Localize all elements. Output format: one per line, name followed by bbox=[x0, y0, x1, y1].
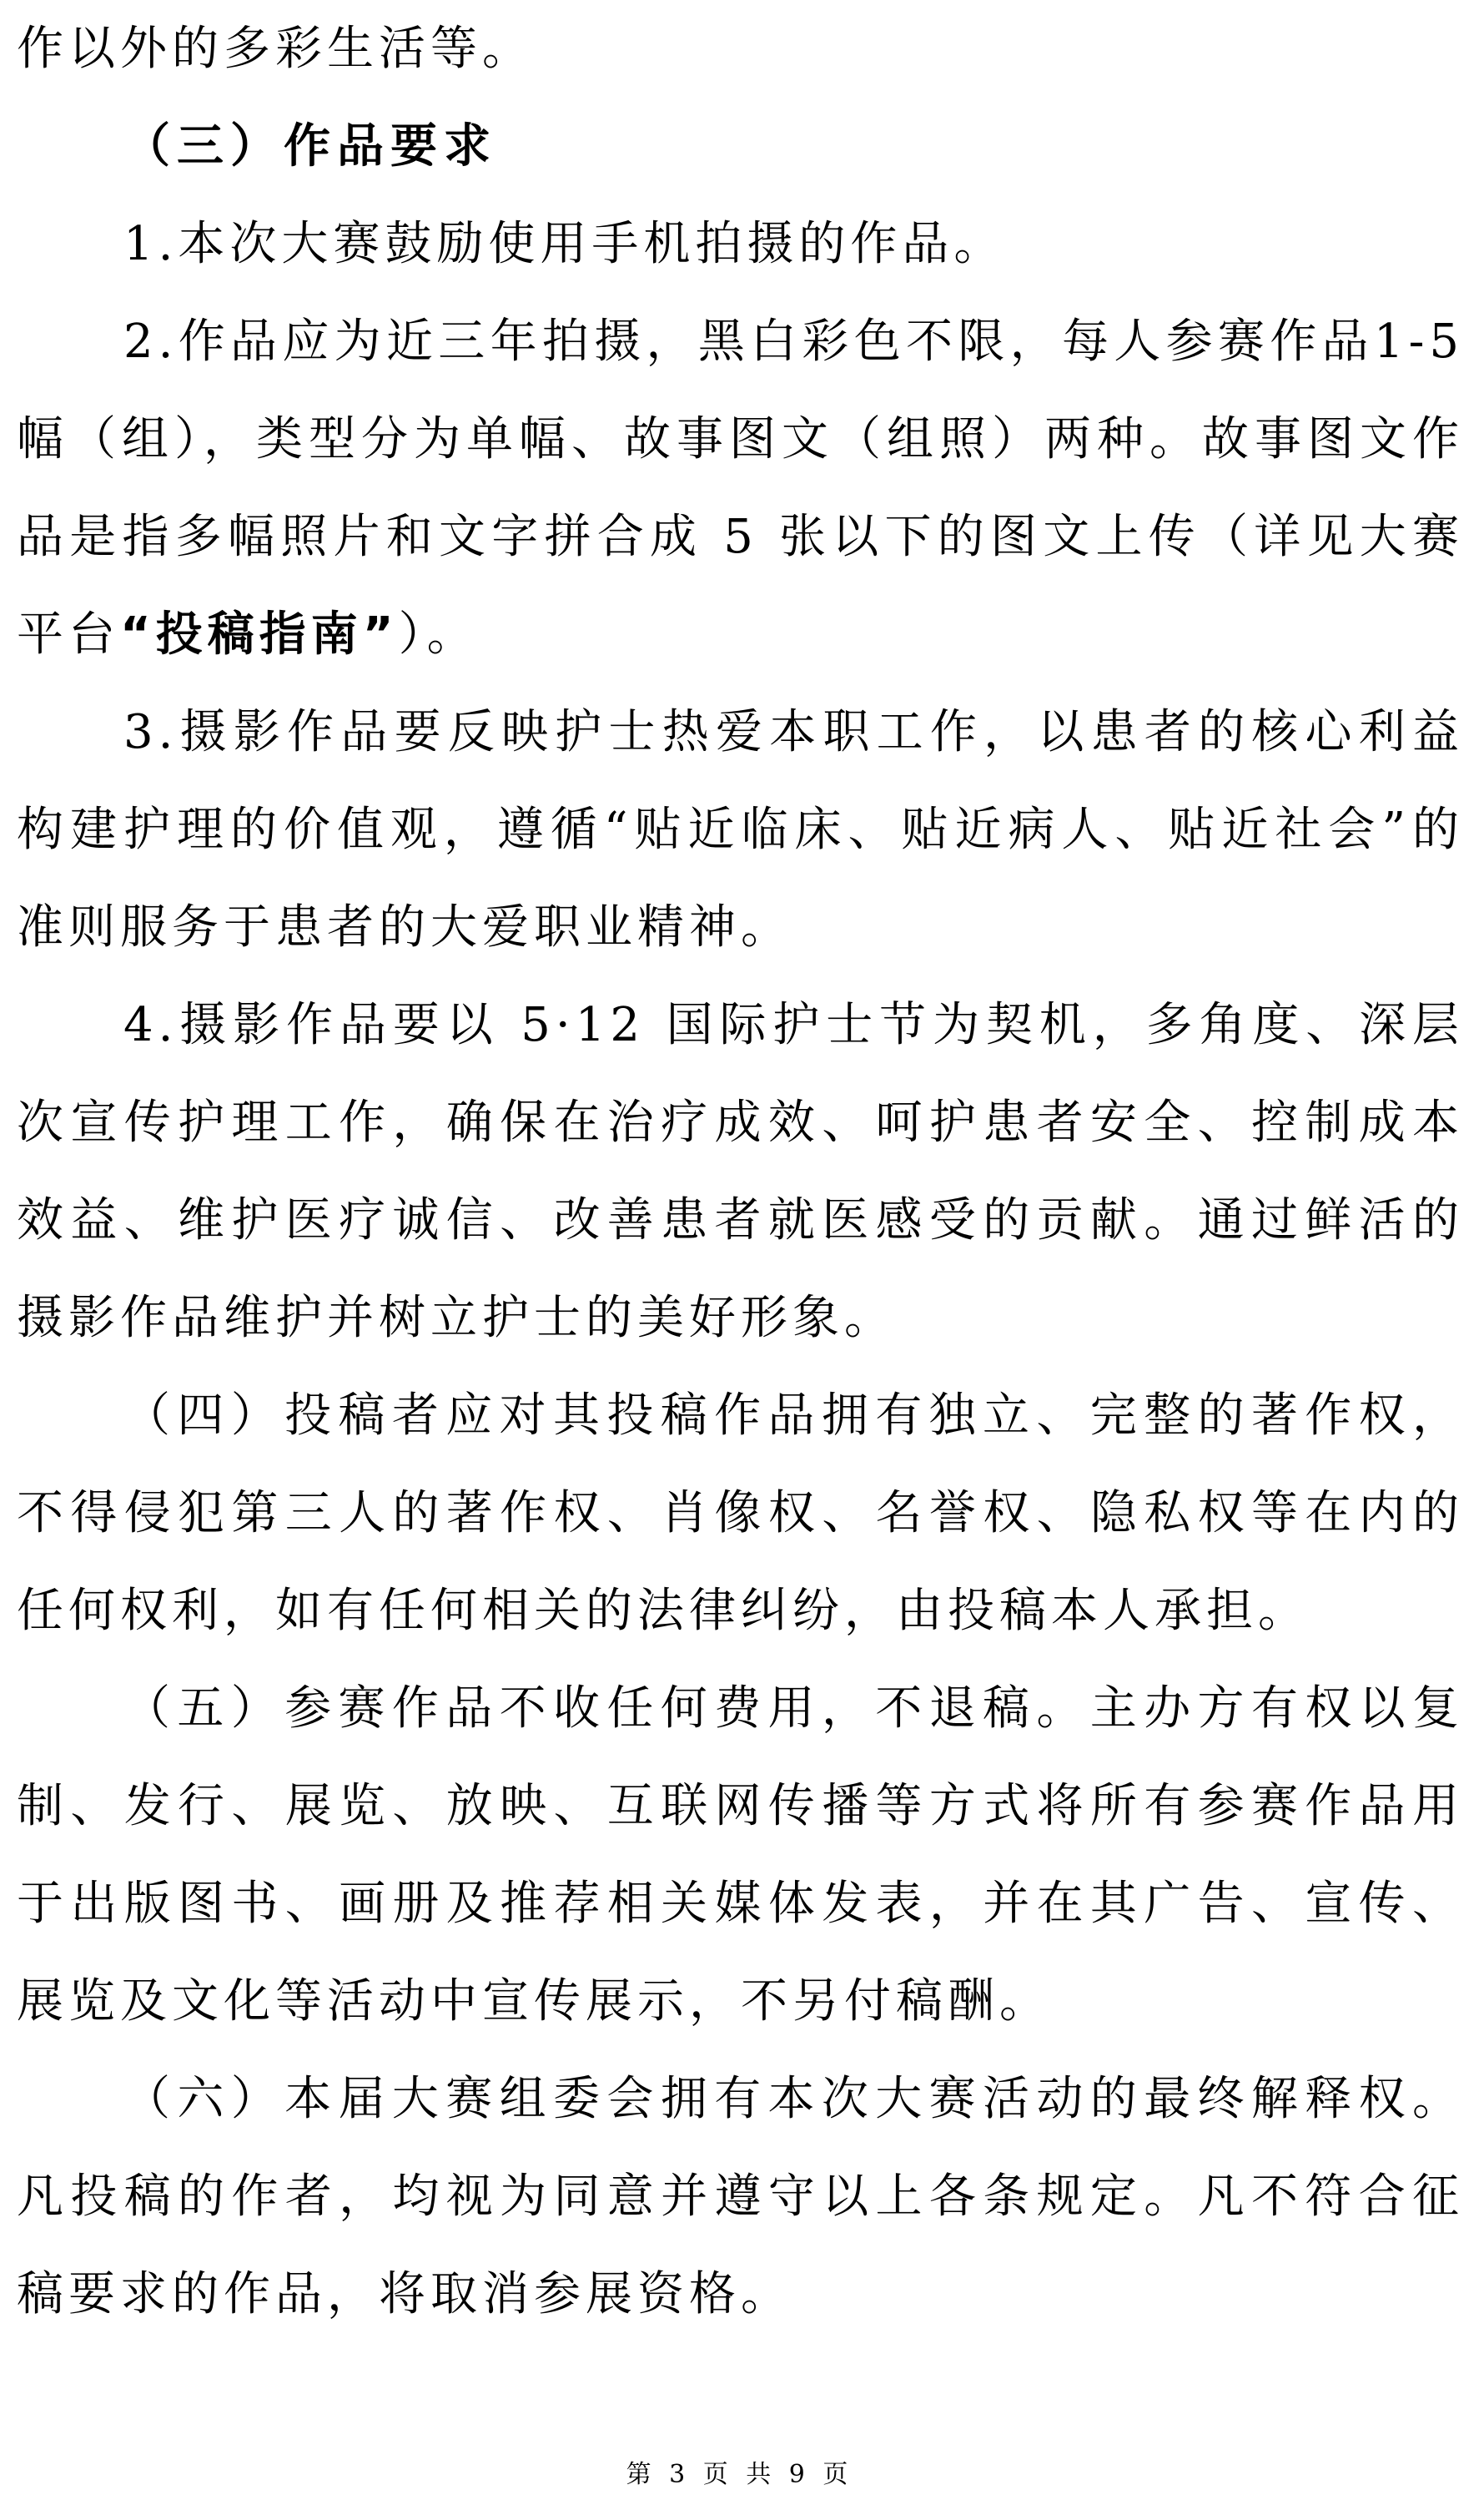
requirement-item-4: 4.摄影作品要以 5·12 国际护士节为契机，多角度、深层次宣传护理工作，确保在治疗成效、呵护患者安全、控制成本效益、维护医疗诚信、改善患者就医感受的贡献。通过鲜活的摄影作品维护并树立护士的美好形象。 bbox=[17, 998, 1464, 1345]
requirement-item-1: 1.本次大赛鼓励使用手机拍摄的作品。 bbox=[123, 217, 1006, 271]
section-heading-requirements: （三）作品要求 bbox=[123, 119, 497, 174]
requirement-item-2 bbox=[17, 293, 1464, 683]
paragraph-continuation: 作以外的多彩生活等。 bbox=[17, 22, 534, 76]
submission-guide-link-text: “投稿指南” bbox=[120, 607, 399, 662]
document-body bbox=[17, 0, 1464, 2343]
requirement-item-2-text: 2.作品应为近三年拍摄，黑白彩色不限，每人参赛作品1-5幅（组），类型分为单幅、故事图文（组照）两种。故事图文作品是指多幅照片和文字拼合成 5 张以下的图文上传（详见大赛平台 bbox=[17, 315, 1464, 662]
requirement-item-2-tail: ）。 bbox=[398, 607, 479, 662]
requirement-item-3: 3.摄影作品要反映护士热爱本职工作，以患者的核心利益构建护理的价值观，遵循“贴近临床、贴近病人、贴近社会”的准则服务于患者的大爱职业精神。 bbox=[17, 705, 1464, 955]
section-copyright: （四）投稿者应对其投稿作品拥有独立、完整的著作权，不得侵犯第三人的著作权、肖像权、名誉权、隐私权等在内的任何权利，如有任何相关的法律纠纷，由投稿本人承担。 bbox=[17, 1389, 1464, 1638]
page-number-footer: 第 3 页 共 9 页 bbox=[626, 2460, 853, 2489]
section-fees: （五）参赛作品不收任何费用，不退稿。主办方有权以复制、发行、展览、放映、互联网传播等方式将所有参赛作品用于出版图书、画册及推荐相关媒体发表，并在其广告、宣传、展览及文化等活动中宣传展示，不另付稿酬。 bbox=[17, 1681, 1464, 2029]
section-interpretation: （六）本届大赛组委会拥有本次大赛活动的最终解释权。凡投稿的作者，均视为同意并遵守以上各条规定。凡不符合征稿要求的作品，将取消参展资格。 bbox=[17, 2072, 1464, 2321]
